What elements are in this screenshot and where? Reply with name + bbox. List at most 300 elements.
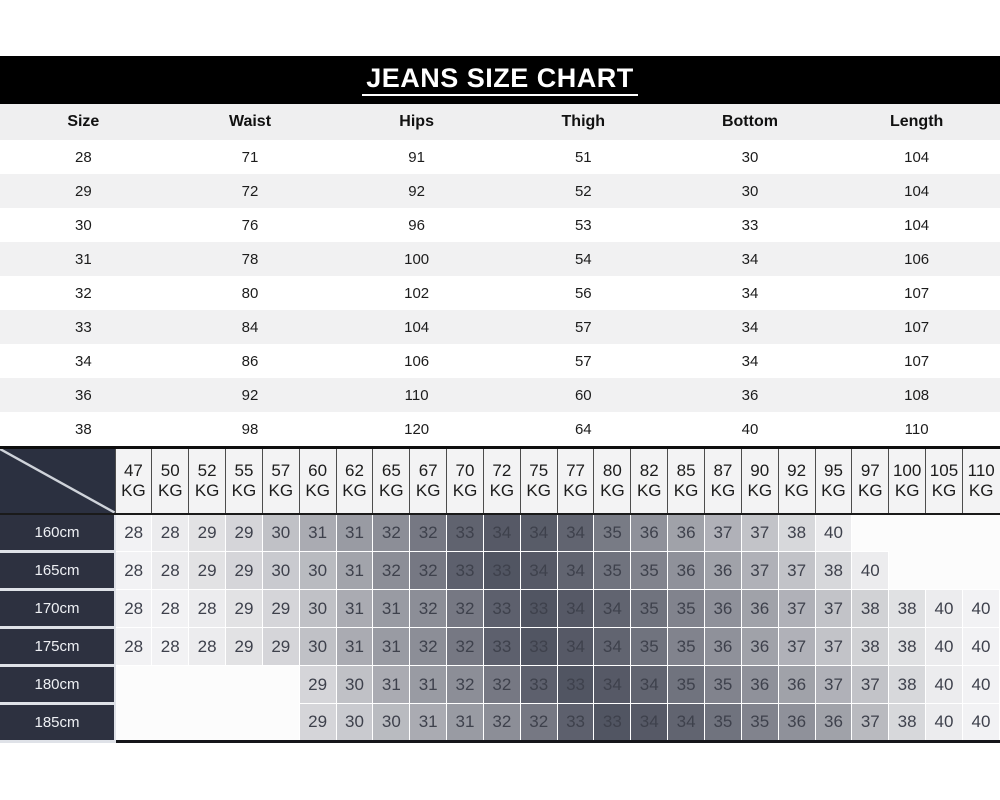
matrix-size-cell: 37 <box>815 628 852 666</box>
weight-unit: KG <box>415 480 441 500</box>
matrix-size-cell: 33 <box>557 666 594 704</box>
size-table-cell: 110 <box>333 378 500 412</box>
matrix-empty-cell <box>189 666 226 704</box>
matrix-empty-cell <box>189 704 226 742</box>
size-table-cell: 107 <box>833 310 1000 344</box>
matrix-empty-cell <box>926 552 963 590</box>
matrix-size-cell: 36 <box>631 514 668 552</box>
weight-value: 105 <box>929 461 959 481</box>
matrix-size-cell: 35 <box>594 514 631 552</box>
matrix-size-cell: 33 <box>447 552 484 590</box>
matrix-size-cell: 29 <box>226 628 263 666</box>
height-label-cell: 160cm <box>0 514 115 552</box>
weight-value: 92 <box>787 461 807 481</box>
size-table-body <box>0 140 1000 446</box>
weight-unit: KG <box>379 480 404 500</box>
matrix-size-cell: 34 <box>594 628 631 666</box>
matrix-size-cell: 32 <box>483 666 520 704</box>
matrix-size-cell: 30 <box>299 628 336 666</box>
matrix-size-cell: 35 <box>631 552 668 590</box>
matrix-size-cell: 34 <box>668 704 705 742</box>
diagonal-line <box>0 449 115 513</box>
matrix-size-cell: 31 <box>336 590 373 628</box>
weight-value: 77 <box>566 461 585 481</box>
matrix-size-cell: 28 <box>189 590 226 628</box>
matrix-size-cell: 31 <box>336 628 373 666</box>
size-table-cell: 53 <box>500 208 667 242</box>
matrix-size-cell: 34 <box>594 590 631 628</box>
fit-matrix-row <box>0 552 1000 590</box>
size-table-col-header: Thigh <box>500 104 667 140</box>
matrix-size-cell: 37 <box>741 552 778 590</box>
size-table <box>0 104 1000 446</box>
matrix-size-cell: 38 <box>889 628 926 666</box>
matrix-size-cell: 36 <box>815 704 852 742</box>
weight-header-cell <box>262 448 299 514</box>
matrix-size-cell: 29 <box>299 666 336 704</box>
matrix-size-cell: 35 <box>668 666 705 704</box>
matrix-size-cell: 29 <box>262 590 299 628</box>
matrix-size-cell: 31 <box>410 704 447 742</box>
matrix-size-cell: 29 <box>226 552 263 590</box>
matrix-size-cell: 34 <box>520 552 557 590</box>
matrix-size-cell: 34 <box>483 514 520 552</box>
matrix-size-cell: 34 <box>557 590 594 628</box>
weight-value: 95 <box>823 461 843 481</box>
matrix-size-cell: 32 <box>410 514 447 552</box>
matrix-size-cell: 31 <box>299 514 336 552</box>
weight-header-cell <box>594 448 631 514</box>
matrix-empty-cell <box>889 552 926 590</box>
matrix-size-cell: 28 <box>189 628 226 666</box>
matrix-size-cell: 31 <box>373 666 410 704</box>
weight-unit: KG <box>121 480 146 500</box>
matrix-size-cell: 30 <box>262 514 299 552</box>
matrix-size-cell: 36 <box>705 628 742 666</box>
size-table-cell: 34 <box>667 276 834 310</box>
weight-header-cell <box>410 448 447 514</box>
fit-matrix-header-row <box>0 448 1000 514</box>
matrix-size-cell: 32 <box>447 590 484 628</box>
matrix-size-cell: 31 <box>410 666 447 704</box>
weight-value: 70 <box>455 461 475 481</box>
weight-value: 80 <box>602 461 622 481</box>
size-table-row <box>0 208 1000 242</box>
size-table-cell: 34 <box>667 344 834 378</box>
matrix-size-cell: 38 <box>889 666 926 704</box>
weight-value: 82 <box>639 461 659 481</box>
matrix-size-cell: 38 <box>778 514 815 552</box>
weight-unit: KG <box>157 480 183 500</box>
size-table-row <box>0 140 1000 174</box>
weight-unit: KG <box>489 480 515 500</box>
matrix-size-cell: 32 <box>483 704 520 742</box>
weight-header-cell <box>447 448 484 514</box>
matrix-empty-cell <box>226 666 263 704</box>
matrix-size-cell: 30 <box>299 590 336 628</box>
matrix-size-cell: 28 <box>152 514 189 552</box>
weight-unit: KG <box>821 480 846 500</box>
matrix-size-cell: 36 <box>705 552 742 590</box>
weight-value: 57 <box>271 461 291 481</box>
matrix-size-cell: 29 <box>262 628 299 666</box>
weight-value: 110 <box>967 461 995 481</box>
fit-matrix-row <box>0 704 1000 742</box>
matrix-size-cell: 40 <box>926 666 963 704</box>
size-table-header <box>0 104 1000 140</box>
size-table-cell: 60 <box>500 378 667 412</box>
matrix-size-cell: 28 <box>115 552 152 590</box>
height-weight-fit-matrix <box>0 446 1000 743</box>
matrix-size-cell: 36 <box>668 552 705 590</box>
size-table-cell: 110 <box>833 412 1000 446</box>
weight-value: 47 <box>123 461 143 481</box>
matrix-empty-cell <box>889 514 926 552</box>
matrix-size-cell: 33 <box>483 590 520 628</box>
size-table-cell: 36 <box>667 378 834 412</box>
matrix-size-cell: 30 <box>336 666 373 704</box>
size-table-row <box>0 412 1000 446</box>
size-table-cell: 84 <box>167 310 334 344</box>
weight-header-cell <box>778 448 815 514</box>
matrix-size-cell: 37 <box>852 704 889 742</box>
size-table-cell: 106 <box>833 242 1000 276</box>
matrix-size-cell: 33 <box>520 628 557 666</box>
weight-unit: KG <box>710 480 736 500</box>
weight-header-cell <box>115 448 152 514</box>
size-table-cell: 52 <box>500 174 667 208</box>
weight-unit: KG <box>784 480 809 500</box>
size-table-col-header: Length <box>833 104 1000 140</box>
weight-value: 62 <box>345 461 364 481</box>
size-table-cell: 92 <box>167 378 334 412</box>
size-table-cell: 28 <box>0 140 167 174</box>
weight-unit: KG <box>858 480 883 500</box>
matrix-size-cell: 38 <box>889 590 926 628</box>
matrix-size-cell: 32 <box>447 628 484 666</box>
matrix-empty-cell <box>262 704 299 742</box>
matrix-size-cell: 34 <box>557 552 594 590</box>
matrix-size-cell: 38 <box>852 628 889 666</box>
size-table-row <box>0 310 1000 344</box>
weight-header-cell <box>705 448 742 514</box>
matrix-empty-cell <box>115 666 152 704</box>
matrix-size-cell: 35 <box>594 552 631 590</box>
matrix-size-cell: 35 <box>631 628 668 666</box>
height-label-cell: 175cm <box>0 628 115 666</box>
matrix-size-cell: 32 <box>410 552 447 590</box>
title-bar <box>0 56 1000 104</box>
matrix-empty-cell <box>115 704 152 742</box>
weight-unit: KG <box>894 480 920 500</box>
matrix-size-cell: 40 <box>926 628 963 666</box>
size-table-header-row <box>0 104 1000 140</box>
matrix-size-cell: 40 <box>962 628 999 666</box>
matrix-size-cell: 33 <box>594 704 631 742</box>
weight-header-cell <box>631 448 668 514</box>
weight-unit: KG <box>268 480 294 500</box>
matrix-size-cell: 36 <box>741 590 778 628</box>
matrix-size-cell: 30 <box>336 704 373 742</box>
weight-header-cell <box>520 448 557 514</box>
matrix-size-cell: 30 <box>373 704 410 742</box>
weight-unit: KG <box>563 480 588 500</box>
size-table-cell: 78 <box>167 242 334 276</box>
matrix-size-cell: 37 <box>778 552 815 590</box>
fit-matrix-body <box>0 514 1000 742</box>
matrix-size-cell: 34 <box>557 628 594 666</box>
size-table-cell: 38 <box>0 412 167 446</box>
size-table-cell: 104 <box>833 208 1000 242</box>
matrix-size-cell: 28 <box>152 628 189 666</box>
weight-unit: KG <box>194 480 220 500</box>
fit-matrix-row <box>0 628 1000 666</box>
matrix-size-cell: 33 <box>520 590 557 628</box>
weight-value: 97 <box>860 461 880 481</box>
weight-unit: KG <box>452 480 478 500</box>
size-table-cell: 71 <box>167 140 334 174</box>
matrix-size-cell: 36 <box>705 590 742 628</box>
fit-matrix-row <box>0 666 1000 704</box>
weight-header-cell <box>741 448 778 514</box>
weight-unit: KG <box>231 480 257 500</box>
matrix-empty-cell <box>852 514 889 552</box>
matrix-size-cell: 34 <box>631 704 668 742</box>
matrix-size-cell: 33 <box>447 514 484 552</box>
weight-header-cell <box>852 448 889 514</box>
matrix-empty-cell <box>262 666 299 704</box>
matrix-size-cell: 28 <box>115 628 152 666</box>
matrix-size-cell: 32 <box>410 590 447 628</box>
weight-value: 87 <box>713 461 733 481</box>
weight-value: 67 <box>418 461 438 481</box>
size-table-cell: 104 <box>333 310 500 344</box>
size-table-cell: 80 <box>167 276 334 310</box>
top-margin <box>0 0 1000 56</box>
size-table-col-header: Hips <box>333 104 500 140</box>
matrix-size-cell: 33 <box>483 552 520 590</box>
matrix-size-cell: 28 <box>115 590 152 628</box>
weight-unit: KG <box>526 480 551 500</box>
weight-value: 85 <box>676 461 696 481</box>
matrix-size-cell: 29 <box>189 514 226 552</box>
weight-header-cell <box>889 448 926 514</box>
size-table-cell: 72 <box>167 174 334 208</box>
size-table-cell: 107 <box>833 344 1000 378</box>
weight-unit: KG <box>342 480 367 500</box>
size-table-cell: 32 <box>0 276 167 310</box>
weight-value: 55 <box>234 461 254 481</box>
size-table-cell: 29 <box>0 174 167 208</box>
matrix-size-cell: 38 <box>852 590 889 628</box>
weight-header-cell <box>557 448 594 514</box>
weight-header-cell <box>483 448 520 514</box>
size-table-cell: 57 <box>500 344 667 378</box>
matrix-size-cell: 35 <box>705 666 742 704</box>
matrix-size-cell: 40 <box>852 552 889 590</box>
size-table-cell: 104 <box>833 174 1000 208</box>
matrix-empty-cell <box>152 666 189 704</box>
matrix-size-cell: 40 <box>962 666 999 704</box>
size-table-col-header: Bottom <box>667 104 834 140</box>
matrix-size-cell: 34 <box>594 666 631 704</box>
matrix-size-cell: 32 <box>447 666 484 704</box>
size-table-cell: 107 <box>833 276 1000 310</box>
size-table-cell: 100 <box>333 242 500 276</box>
weight-header-cell <box>815 448 852 514</box>
weight-header-cell <box>152 448 189 514</box>
size-table-cell: 92 <box>333 174 500 208</box>
matrix-size-cell: 31 <box>447 704 484 742</box>
size-table-cell: 30 <box>667 140 834 174</box>
size-table-cell: 36 <box>0 378 167 412</box>
weight-value: 100 <box>892 461 922 481</box>
matrix-size-cell: 28 <box>152 552 189 590</box>
weight-header-cell <box>336 448 373 514</box>
size-table-cell: 102 <box>333 276 500 310</box>
matrix-size-cell: 37 <box>778 590 815 628</box>
size-table-col-header: Size <box>0 104 167 140</box>
fit-matrix-row <box>0 590 1000 628</box>
matrix-empty-cell <box>226 704 263 742</box>
weight-header-cell <box>189 448 226 514</box>
size-table-row <box>0 344 1000 378</box>
size-table-row <box>0 276 1000 310</box>
matrix-size-cell: 33 <box>483 628 520 666</box>
size-table-cell: 54 <box>500 242 667 276</box>
weight-header-cell <box>373 448 410 514</box>
matrix-size-cell: 35 <box>741 704 778 742</box>
matrix-size-cell: 35 <box>705 704 742 742</box>
matrix-size-cell: 29 <box>226 514 263 552</box>
matrix-size-cell: 32 <box>373 552 410 590</box>
height-label-cell: 165cm <box>0 552 115 590</box>
size-table-cell: 40 <box>667 412 834 446</box>
matrix-size-cell: 35 <box>631 590 668 628</box>
matrix-size-cell: 31 <box>336 552 373 590</box>
matrix-size-cell: 28 <box>115 514 152 552</box>
size-table-cell: 30 <box>667 174 834 208</box>
matrix-size-cell: 34 <box>631 666 668 704</box>
matrix-size-cell: 40 <box>926 704 963 742</box>
weight-header-cell <box>226 448 263 514</box>
matrix-size-cell: 30 <box>262 552 299 590</box>
size-table-cell: 33 <box>667 208 834 242</box>
size-table-cell: 34 <box>0 344 167 378</box>
weight-value: 50 <box>160 461 180 481</box>
matrix-size-cell: 34 <box>557 514 594 552</box>
matrix-empty-cell <box>962 552 999 590</box>
matrix-size-cell: 37 <box>705 514 742 552</box>
weight-unit: KG <box>931 480 957 500</box>
fit-matrix-row <box>0 514 1000 552</box>
weight-unit: KG <box>747 480 773 500</box>
matrix-size-cell: 36 <box>778 666 815 704</box>
weight-unit: KG <box>673 480 699 500</box>
matrix-size-cell: 37 <box>778 628 815 666</box>
weight-unit: KG <box>600 480 625 500</box>
matrix-empty-cell <box>926 514 963 552</box>
matrix-size-cell: 37 <box>741 514 778 552</box>
matrix-size-cell: 36 <box>741 666 778 704</box>
matrix-size-cell: 34 <box>520 514 557 552</box>
height-label-cell: 180cm <box>0 666 115 704</box>
size-table-cell: 104 <box>833 140 1000 174</box>
matrix-size-cell: 32 <box>373 514 410 552</box>
matrix-empty-cell <box>152 704 189 742</box>
matrix-size-cell: 32 <box>520 704 557 742</box>
matrix-size-cell: 31 <box>336 514 373 552</box>
size-table-cell: 96 <box>333 208 500 242</box>
size-table-row <box>0 242 1000 276</box>
size-table-row <box>0 378 1000 412</box>
matrix-size-cell: 40 <box>815 514 852 552</box>
matrix-size-cell: 38 <box>889 704 926 742</box>
size-table-cell: 91 <box>333 140 500 174</box>
matrix-size-cell: 29 <box>299 704 336 742</box>
weight-value: 52 <box>197 461 217 481</box>
size-table-cell: 76 <box>167 208 334 242</box>
size-table-cell: 34 <box>667 242 834 276</box>
size-table-cell: 64 <box>500 412 667 446</box>
weight-value: 60 <box>308 461 328 481</box>
matrix-size-cell: 36 <box>741 628 778 666</box>
size-table-cell: 57 <box>500 310 667 344</box>
matrix-size-cell: 33 <box>520 666 557 704</box>
matrix-corner-diagonal-cell <box>0 448 115 514</box>
matrix-size-cell: 38 <box>815 552 852 590</box>
matrix-size-cell: 31 <box>373 628 410 666</box>
fit-matrix-header <box>0 448 1000 514</box>
matrix-size-cell: 32 <box>410 628 447 666</box>
height-label-cell: 170cm <box>0 590 115 628</box>
page-title: JEANS SIZE CHART <box>362 64 638 97</box>
size-table-cell: 86 <box>167 344 334 378</box>
weight-value: 75 <box>529 461 549 481</box>
weight-header-cell <box>926 448 963 514</box>
matrix-size-cell: 30 <box>299 552 336 590</box>
matrix-size-cell: 36 <box>668 514 705 552</box>
matrix-size-cell: 40 <box>962 590 999 628</box>
size-table-cell: 106 <box>333 344 500 378</box>
size-table-cell: 120 <box>333 412 500 446</box>
weight-header-cell <box>962 448 999 514</box>
matrix-size-cell: 40 <box>962 704 999 742</box>
matrix-size-cell: 28 <box>152 590 189 628</box>
matrix-size-cell: 37 <box>815 590 852 628</box>
matrix-size-cell: 37 <box>852 666 889 704</box>
matrix-size-cell: 40 <box>926 590 963 628</box>
matrix-size-cell: 33 <box>557 704 594 742</box>
size-table-col-header: Waist <box>167 104 334 140</box>
weight-unit: KG <box>636 480 662 500</box>
height-label-cell: 185cm <box>0 704 115 742</box>
matrix-size-cell: 36 <box>778 704 815 742</box>
weight-value: 72 <box>492 461 512 481</box>
matrix-size-cell: 35 <box>668 590 705 628</box>
matrix-empty-cell <box>962 514 999 552</box>
size-table-cell: 98 <box>167 412 334 446</box>
weight-header-cell <box>299 448 336 514</box>
matrix-size-cell: 35 <box>668 628 705 666</box>
size-table-cell: 108 <box>833 378 1000 412</box>
matrix-size-cell: 37 <box>815 666 852 704</box>
size-table-cell: 56 <box>500 276 667 310</box>
matrix-size-cell: 31 <box>373 590 410 628</box>
size-table-cell: 33 <box>0 310 167 344</box>
size-table-cell: 51 <box>500 140 667 174</box>
matrix-size-cell: 29 <box>226 590 263 628</box>
